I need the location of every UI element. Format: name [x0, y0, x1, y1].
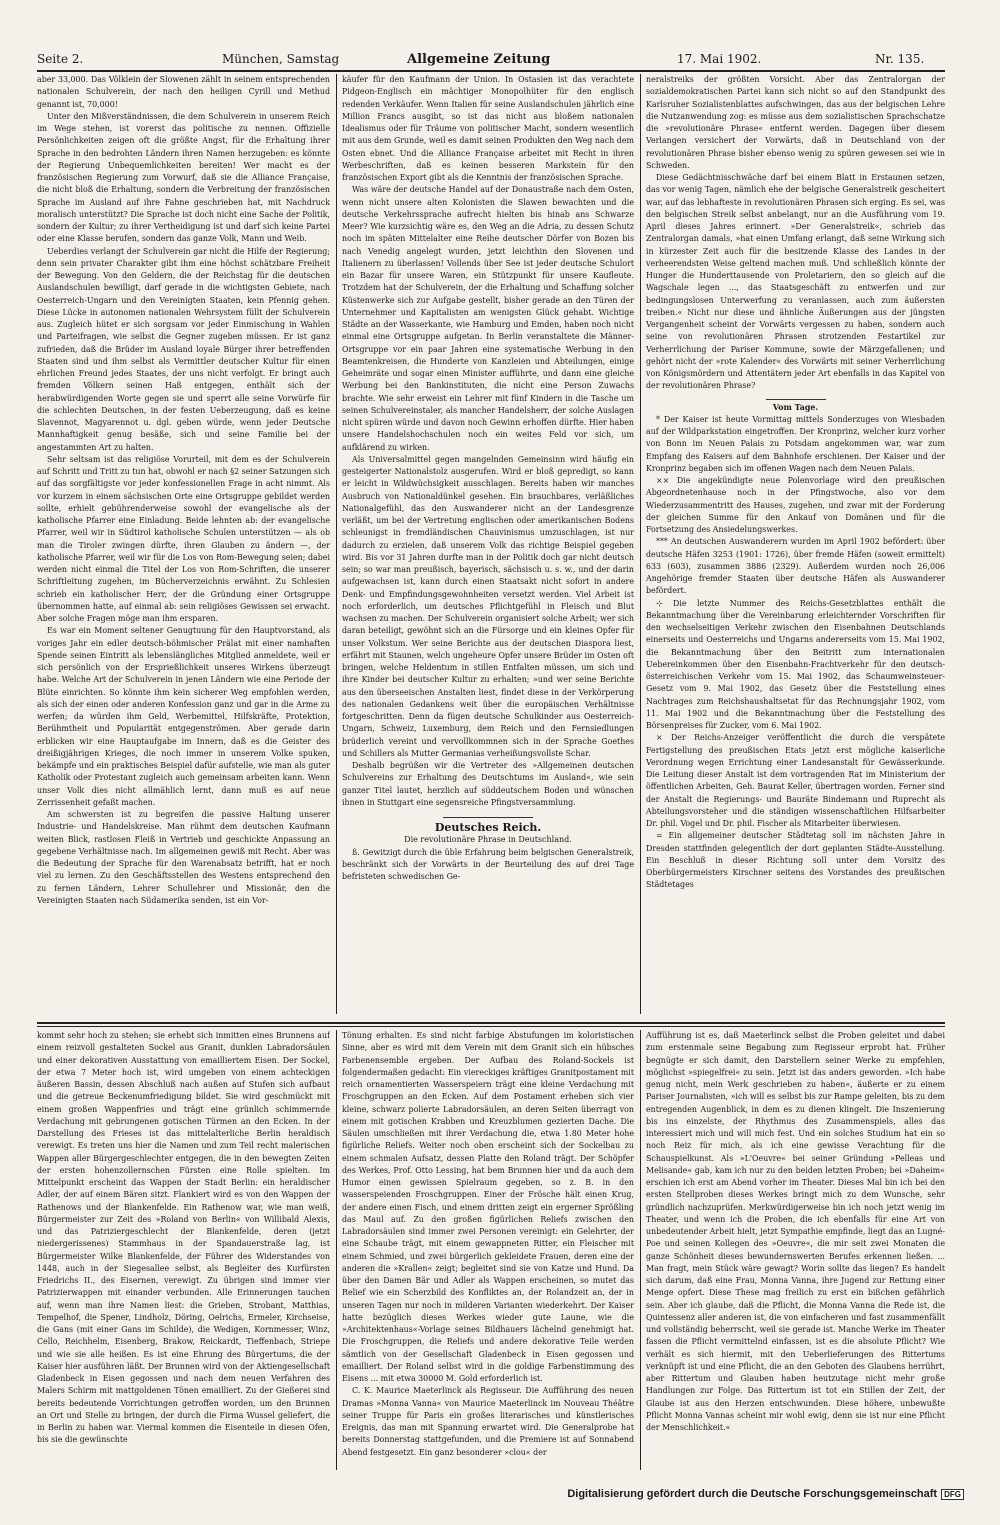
section-subtitle: Die revolutionäre Phrase in Deutschland. [404, 835, 572, 845]
news-item: = Ein allgemeiner deutscher Städtetag soll im nächsten Jahre in Dresden stattfinden gelegentlich der dort geplanten Städte-Ausstellung. Ein Beschluß in dieser Richtung soll unter dem Vorsitz des Oberbürgermeisters Kirschner seitens des Vorstandes des preußischen Städtetages [646, 831, 945, 890]
section-title: Deutsches Reich. [434, 821, 542, 834]
column-divider [336, 74, 337, 1014]
section-heading: Vom Tage. [772, 402, 819, 412]
paragraph: Es war ein Moment seltener Genugtuung für den Hauptvorstand, als voriges Jahr ein edler deutsch-böhmischer Prälat mit einer namhaften Spende seinen Eintritt als lebenslängliches Mitglied anmeldete, weil er sich persönlich von der Ersprießlichkeit unseres Wirkens überzeugt habe. Welche Art der Schulverein in jenen Ländern wie eine Periode der Blüte einrichten. So könnte ihm kein sicherer Weg empfohlen werden, als sich der einen oder anderen Konfession ganz und gar in die Arme zu werfen; da würden ihm Geld, Werbemittel, Hilfskräfte, Protektion, Berühmtheit und Popularität entgegenströmen. Aber gerade darin erblicken wir eine Hauptaufgabe im Innern, daß es die Geister des dreißigjährigen Krieges, die noch immer in unserem Volke spuken, bekämpfe und ein praktisches Beispiel dafür aufstelle, wie man als guter Katholik oder Protestant zugleich auch gemeinsam arbeiten kann. Wenn unser Volk dies nicht allmählich lernt, dann muß es auf neue Zerrissenheit gefaßt machen. [37, 626, 330, 807]
paragraph: C. K. Maurice Maeterlinck als Regisseur. Die Aufführung des neuen Dramas »Monna Vanna« von Maurice Maeterlinck im Nouveau Théâtre seiner Truppe für Paris ein großes literarisches und künstlerisches Ereignis, das man mit Spannung erwartet wird. Die Generalprobe hat bereits Donnerstag stattgefunden, und die Premiere ist auf Sonnabend Abend festgesetzt. Ein ganz besonderer »clou« der [342, 1386, 634, 1457]
header-rule [37, 70, 945, 72]
section-divider [443, 817, 533, 818]
paragraph: aber 33,000. Das Völklein der Slowenen zählt in seinem entsprechenden nationalen Schulverein, der nach den heiligen Cyrill und Methud genannt ist, 70,000! [37, 75, 330, 109]
news-item: * Der Kaiser ist heute Vormittag mittels Sonderzuges von Wiesbaden auf der Wildparkstation eingetroffen. Der Kronprinz, welcher kurz vorher von Bonn im Neuen Palais zu Potsdam angekommen war, war zum Empfang des Kaisers auf dem Bahnhofe erschienen. Der Kaiser und der Kronprinz begaben sich im offenen Wagen nach dem Neuen Palais. [646, 414, 945, 473]
column-divider [640, 74, 641, 1014]
paragraph: Was wäre der deutsche Handel auf der Donaustraße nach dem Osten, wenn nicht unsere alten Kolonisten die Slawen bewachten und die deutsche Verkehrssprache aufrecht hielten bis hinab ans Schwarze Meer? Wie kurzsichtig wäre es, den Weg an die Adria, zu dessen Schutz noch im späten Mittelalter eine Reihe deutscher Dörfer von Bozen bis nach Venedig angelegt wurden, jetzt leichthin den Slovenen und Italienern zu überlassen! Vollends über See ist jeder deutsche Schulort ein Bazar für unsere Waren, ein Stützpunkt für unsere Kaufleute. Trotzdem hat der Schulverein, der die Erhaltung und Schaffung solcher Küstenwerke sich zur Aufgabe gestellt, bisher gerade an den Türen der Unternehmer und Kapitalisten am wenigsten Glück gehabt. Wichtige Städte an der Wasserkante, wie Hamburg und Emden, haben noch nicht einmal eine Ortsgruppe aufgetan. In Berlin veranstaltete die Männer-Ortsgruppe vor ein paar Jahren eine systematische Werbung in den Beamtenkreisen, die Hunderte von Kanzleien und Abteilungen, einige Geheimräte und sogar einen Minister aufführte, und dann eine gleiche Werbung bei den Bankinstituten, die nicht eine Person Zuwachs brachte. Wie sehr erweist ein Lehrer mit fünf Kindern in die Tasche um seinen Schulvereinstaler, als mancher Handelsherr, der solche Auslagen nicht spüren würde und davon noch Gewinn erhoffen dürfte. Hier haben unsere Handelshochschulen noch ein weites Feld vor sich, um aufklärend zu wirken. [342, 185, 634, 452]
paragraph: käufer für den Kaufmann der Union. In Ostasien ist das verachtete Pidgeon-Englisch ein mächtiger Monopolhüter für den englisch redenden Verkäufer. Wenn Italien für seine Auslandschulen jährlich eine Million Francs ausgibt, so ist das nicht aus bloßem nationalen Idealismus oder für Träume von politischer Macht, sondern wesentlich mit aus dem Grunde, weil es damit seinen Produkten den Weg nach dem Osten ebnet. Und die Alliance Française arbeitet mit Recht in ihren Werbeschriften, daß es keinen besseren Markstein für den französischen Export gibt als die Kenntnis der französischen Sprache. [342, 75, 634, 182]
feuilleton-rule-bottom [37, 1026, 945, 1027]
issue-date: 17. Mai 1902. [677, 52, 762, 66]
paragraph: Aufführung ist es, daß Maeterlinck selbst die Proben geleitet und dabei zum erstenmale seine Begabung zum Regisseur erprobt hat. Früher begnügte er sich damit, den Darstellern seiner Werke zu empfehlen, möglichst »spiegelfrei« zu sein. Jetzt ist das anders geworden. »Ich habe genug nicht, mein Werk geschrieben zu haben«, äußerte er zu einem Pariser Journalisten, »ich will es selbst bis zur Rampe geleiten, bis zu dem entregenden Augenblick, in dem es zu dienen klingelt. Die Inszenierung bis ins einzelste, der Rhythmus des Zusammenspiels, alles das interessiert mich und will mich fest. Und ein solches Studium hat ein so noch Reiz für mich, als ich eine gewisse Verachtung für die Schauspielkunst. Als »L'Oeuvre« bei seiner Gründung »Pelleas und Melisande« gab, kam ich nur zu den beiden letzten Proben; bei »Daheim« erschien ich erst am Abend vorher im Theater. Dieses Mal bin ich bei den ersten Stellproben dieses Werkes bringt mich zu dem Wunsche, sehr gründlich nachzuprüfen. Merkwürdigerweise bin ich noch jetzt wenig im Theater, und wenn ich die Proben, die ich ebenfalls für eine Art von unbedeutender Arbeit hielt, jetzt Sympathie empfinde, liegt das an Lugné-Poe und seinen Kollegen des »Oeuvre«, die mir seit zwei Monaten die ganze Schönheit dieses bewundernswerten Berufes erkennen ließen. ... Man fragt, mein Stück wäre gewagt? Worin sollte das liegen? Es handelt sich darum, daß eine Frau, Monna Vanna, ihre Jugend zur Rettung einer Menge opfert. Diese These mag freilich zu erst ein bißchen gefährlich sein. Aber ich glaube, daß die Pflicht, die Monna Vanna die Rede ist, die Quintessenz aller anderen ist, die von einfacheren und fast zusammenfällt und vollständig beherrscht, weil sie gerade ist. Manche Werke im Theater fassen die Pflicht vermittelnd einfassen, ist es die absolute Pflicht? Wie verhält es sich hiermit, mit den Ueberlieferungen des Rittertums verknüpft ist und eine Pflicht, die an den Geboten des Glaubens herrührt, aber Rittertum und Glauben haben heutzutage nicht mehr große Handlungen zur Folge. Das Rittertum ist tot ein Stillen der Zeit, der Glaube ist aus den Herzen entschwunden. Diese höhere, unbewußte Pflicht Monna Vannas scheint mir wohl ewig, denn sie ist nur eine Pflicht der Menschlichkeit.« [646, 1031, 945, 1432]
paragraph: Ueberdies verlangt der Schulverein gar nicht die Hilfe der Regierung; denn sein privater Charakter gibt ihm eine höchst schätzbare Freiheit der Bewegung. Von den Geldern, die der Reichstag für die deutschen Auslandschulen bewilligt, darf gerade in die wichtigsten Gebiete, nach Oesterreich-Ungarn und den Vereinigten Staaten, kein Pfennig gehen. Diese Lücke in autonomen nationalen Wehrsystem füllt der Schulverein aus. Zugleich hütet er sich sorgsam vor jeder Einmischung in Wahlen und Parteifragen, wie selbst die Gegner zugeben müssen. Er ist ganz zufrieden, daß die Brüder im Ausland loyale Bürger ihrer betreffenden Staaten sind und ihm selbst als Vermittler deutscher Kultur für einen ehrlichen Freund jedes Staates, der uns nicht verfolgt. Er bringt auch fremden Völkern seinen Haß entgegen, enthält sich der herabwürdigenden Worte gegen sie und sperrt alle seine Vorwürfe für die schlechten Deutschen, in der festen Ueberzeugung, daß es keine Slavennot, Magyarennot u. dgl. geben würde, wenn jeder Deutsche Mannhaftigkeit genug besäße, sich und seine Familie bei der angestammten Art zu halten. [37, 246, 330, 452]
news-item: ⊹ Die letzte Nummer des Reichs-Gesetzblattes enthält die Bekanntmachung über die Vereinbarung erleichternder Vorschriften für den wechselseitigen Verkehr zwischen den Eisenbahnen Deutschlands einerseits und Oesterreichs und Ungarns andererseits vom 15. Mai 1902, die Bekanntmachung über den Beitritt zum internationalen Uebereinkommen über den Eisenbahn-Frachtverkehr für den deutsch-österreichischen Verkehr vom 15. Mai 1902, das Schaumweinsteuer-Gesetz vom 9. Mai 1902, das Gesetz über die Feststellung eines Nachtrages zum Reichshaushaltsetat für das Rechnungsjahr 1902, vom 11. Mai 1902 und die Bekanntmachung über die Feststellung des Börsenpreises für Zucker, vom 6. Mai 1902. [646, 598, 945, 730]
paragraph: ß. Gewitzigt durch die üble Erfahrung beim belgischen Generalstreik, beschränkt sich der Vorwärts in der Beurteilung des auf drei Tage befristeten schwedischen Ge- [342, 847, 634, 881]
lower-column-2 [342, 1030, 634, 1472]
paragraph: Deshalb begrüßen wir die Vertreter des »Allgemeinen deutschen Schulvereins zur Erhaltung des Deutschtums im Ausland«, wie sein ganzer Titel lautet, herzlich auf süddeutschem Boden und wünschen ihnen in Stuttgart eine segensreiche Pfingstversammlung. [342, 761, 634, 807]
paragraph: Unter den Mißverständnissen, die dem Schulverein in unserem Reich im Wege stehen, ist vorerst das politische zu nennen. Offizielle Persönlichkeiten zeigen oft die größte Angst, für die Erhaltung ihrer Sprache in den bedrohten Ländern ihren Namen herzugeben: es könnte der Regierung Unbequemlichkeiten bereiten! Wer macht es der französischen Regierung zum Vorwurf, daß sie die Alliance Française, die nicht bloß die Erhaltung, sondern die Verbreitung der französischen Sprache im Ausland auf ihre Fahne geschrieben hat, mit Nachdruck moralisch unterstützt? Die Sprache ist doch nicht eine Sache der Politik, sondern der Kultur; zu ihrer Vertheidigung ist und darf sich keine Partei oder eine Klasse berufen, sondern das ganze Volk, Mann und Weib. [37, 111, 330, 244]
column-divider [336, 1030, 337, 1470]
paragraph: Am schwersten ist zu begreifen die passive Haltung unserer Industrie- und Handelskreise. Man rühmt dem deutschen Kaufmann weiten Blick, rastlosen Fleiß in Vertrieb und geschickte Anpassung an gegebene Verhältnisse nach. Im allgemeinen gewiß mit Recht. Aber was die Bedeutung der Sprache für den Warenabsatz betrifft, hat er noch viel zu lernen. Zu den Geschäftsstellen des Westens entsprechend den zu fernen Ländern, Lehrer Schullehrer und Missionär, den die Vereinigten Staaten nach Südamerika senden, ist ein Vor- [37, 810, 330, 905]
lower-column-1 [37, 1030, 330, 1472]
place-day: München, Samstag [222, 52, 340, 66]
masthead: Allgemeine Zeitung [407, 52, 551, 67]
dfg-logo-icon: DFG [941, 1489, 964, 1500]
paragraph: Sehr seltsam ist das religiöse Vorurteil, mit dem es der Schulverein auf Schritt und Tritt zu tun hat, obwohl er nach §2 seiner Satzungen sich auf das sorgfältigste vor jeder konfessionellen Frage in acht nimmt. Als vor kurzem in einem sächsischen Orte eine Ortsgruppe gebildet werden sollte, erhielt gebührenderweise sowohl der evangelische als der katholische Pfarrer eine Einladung. Beide lehnten ab: der evangelische Pfarrer, weil wir in Südtirol katholische Schulen unterstützen — als ob man die Tiroler zwingen dürfte, ihren Glauben zu ändern —, der katholische Pfarrer, weil wir für die Los von Rom-Bewegung seien; dabei werden nicht einmal die Titel der Los von Rom-Schriften, die unserer Schriftleitung zugehen, im Bücherverzeichnis erwähnt. Zu Schlesien schrieb ein katholischer Herr, der die Gründung einer Ortsgruppe übernommen hatte, auf einmal ab: sein religiöses Gewissen sei erwacht. Aber solche Fragen möge man ihm ersparen. [37, 454, 330, 623]
paragraph: neralstreiks der größten Vorsicht. Aber das Zentralorgan der sozialdemokratischen Partei kann sich nicht so auf den Standpunkt des Karlsruher Sozialistenblattes aufschwingen, das aus der belgischen Lehre die Nutzanwendung zog: es müsse aus dem sozialistischen Sprachschatze die »revolutionäre Phrase« entfernt werden. Dagegen über diesem Verlangen versichert der Vorwärts, daß in Deutschland von der revolutionären Phrase bisher ebenso wenig zu spüren gewesen sei wie in Schweden. [646, 75, 945, 170]
page-number: Seite 2. [37, 52, 84, 66]
paragraph: Tönung erhalten. Es sind nicht farbige Abstufungen im koloristischen Sinne, aber es wird mit dem Verein mit dem Granit sich ein hübsches Farbenensemble ergeben. Der Aufbau des Roland-Sockels ist folgendermaßen gedacht: Ein viereckiges kräftiges Granitpostament mit reich ornamentierten Wasserspeiern trägt eine kleine Verdachung mit Froschgruppen an den Ecken. Auf dem Postament erheben sich vier kleine, schwarz polierte Labradorsäulen, an deren Seiten überragt von einem mit gotischen Krabben und Kreuzblumen gezierten Dache. Die Säulen umschließen mit ihrer Verdachung die, etwa 1.80 Meter hohe figürliche Reliefs. Weiter noch oben erscheint sich der Sockelbau zu einem schmalen Aufsatz, dessen Platte den Roland trägt. Der Schöpfer des Werkes, Prof. Otto Lessing, hat bem Brunnen hier und da auch dem Humor einen gewissen Spielraum gegeben, so z. B. in den wasserspeienden Froschgruppen. Einer der Frösche hält einen Krug, der andere einen Fisch, und einem dritten zeigt ein ergerner Sprößling das Maul auf. Zu den großen figürlichen Reliefs zwischen den Labradorsäulen sind immer zwei Personen vereinigt: ein Gelehrter, der eine Schaube trägt, mit einem gewappneten Ritter, ein Fleischer mit einem Schmied, und zwei bürgerlich gekleidete Frauen, deren eine der anderen die »Krallen« zeigt; begleitet sind sie von Katze und Hund. Da über den Damen Bär und Adler als Wappen erscheinen, so mutet das Relief wie ein Scherzbild des Konfliktes an, der Rolandzeit an, der in unseren Tagen nur noch in milderen Varianten wiederkehrt. Der Kaiser hatte bezüglich dieses Werkes wieder gute Laune, wie die »Architektenhaus«-Vorlage seines Bildhauers lächelnd genehmigt hat. Die Froschgruppen, die Reliefs und andere dekorative Teile werden sämtlich von der Gesellschaft Gladenbeck in Eisen gegossen und emailliert. Der Roland selbst wird in die goldige Farbenstimmung des Eisens ... mit etwa 30000 M. Gold erforderlich ist. [342, 1031, 634, 1383]
news-item: ⨯⨯ Die angekündigte neue Polenvorlage wird den preußischen Abgeordnetenhause noch in der Pfingstwoche, also vor dem Wiederzusammentritt des Hauses, zugehen, und zwar mit der Forderung der gleichen Summe für den Ankauf von Domänen und für die Fortsetzung des Ansiedelungswerkes. [646, 476, 945, 534]
news-item: ⨯ Der Reichs-Anzeiger veröffentlicht die durch die verspätete Fertigstellung des preußischen Etats jetzt erst mögliche kaiserliche Verordnung wegen Errichtung einer Landesanstalt für Gewässerkunde. Die Leitung dieser Anstalt ist dem vortragenden Rat im Ministerium der öffentlichen Arbeiten, Geh. Baurat Keller, übertragen worden. Ferner sind der Anstalt die Regierungs- und Bauräte Bindemann und Ruprecht als Abteilungsvorsteher und die ständigen wissenschaftlichen Hilfsarbeiter Dr. phil. Vogel und Dr. phil. Fischer als Mitarbeiter überwiesen. [646, 733, 945, 828]
lower-column-3 [646, 1030, 945, 1472]
upper-column-3 [646, 74, 945, 1016]
footer-text: Digitalisierung gefördert durch die Deutsche Forschungsgemeinschaft [567, 1488, 938, 1500]
upper-column-2 [342, 74, 634, 1016]
feuilleton-rule-top [37, 1022, 945, 1024]
issue-number: Nr. 135. [875, 52, 925, 66]
paragraph: Als Universalmittel gegen mangelnden Gemeinsinn wird häufig ein gesteigerter Nationalstolz ausgerufen. Wird er bloß gepredigt, so kann er leicht in Wildwüchsigkeit ausschlagen. Bereits haben wir manches Ausbruch von Nationaldünkel gesehen. Ein brauchbares, verläßliches Nationalgefühl, das den Auswanderer nicht an der Landesgrenze verläßt, um bei der Vertretung englischen oder amerikanischen Bodens schleunigst in fremdländischen Chauvinismus umzuschlagen, ist nur dadurch zu erzielen, daß unserem Volk das richtige Beispiel gegeben wird. Bis vor 31 Jahren durfte man in der Politik doch gar nicht deutsch sein; so war man preußisch, bayerisch, sächsisch u. s. w., und der darin aufgewachsen ist, kann durch einen Staatsakt nicht sofort in andere Denk- und Empfindungsgewohnheiten versetzt werden. Viel Arbeit ist noch erforderlich, um deutsches Pflichtgefühl in Fleisch und Blut wachsen zu machen. Der Schulverein organisiert solche Arbeit; wer sich daran beteiligt, gewöhnt sich an die Fürsorge und ein kleines Opfer für unser Volkstum. Wer seine Berichte aus der deutschen Diaspora liest, erfährt mit Staunen, welch ungeheure Opfer unsere Brüder im Osten oft bringen, welche Heldentum in stillen Entfalten müssen, um sich und ihre Kinder bei deutscher Kultur zu erhalten; »und wer seine Berichte aus den überseeischen Anstalten liest, findet diese in der Verkörperung des nationalen Gedankens weit über die europäischen Verhältnisse fortgeschritten. Denn da fügen deutsche Schulkinder aus Oesterreich-Ungarn, Schweiz, Luxemburg, dem Reich und den Fernsiedlungen brüderlich vereint und vervollkommnen sich in der Sprache Goethes und Schillers als Mutter Germanias verheißungsvollste Schar. [342, 454, 634, 758]
section-divider [766, 399, 826, 400]
news-item: *** An deutschen Auswanderern wurden im April 1902 befördert: über deutsche Häfen 3253 (1901: 1726), über fremde Häfen (soweit ermittelt) 633 (603), zusammen 3886 (2329). Außerdem wurden noch 26,006 Angehörige fremder Staaten über deutsche Häfen als Auswanderer befördert. [646, 537, 945, 596]
column-divider [640, 1030, 641, 1470]
page-header [37, 52, 937, 70]
digitization-footer [567, 1488, 964, 1500]
paragraph: kommt sehr hoch zu stehen; sie erhebt sich inmitten eines Brunnens auf einem reizvoll gestalteten Sockel aus Granit, dunklen Labradorsäulen und einer dekorativen Ausstattung von emailliertem Eisen. Der Sockel, der etwa 7 Meter hoch ist, wird umgeben von einem achteckigen äußeren Bassin, dessen Abschluß nach außen auf Stufen sich aufbaut und die getreue Beckenumfriedigung bildet. Sie wird geschmückt mit einem großen Wappenfries und trägt eine grünlich schimmernde Verdachung mit gebrungenen gotischen Türmen an den Ecken. In der Darstellung des Frieses ist das mittelalterliche Berlin heraldisch verewigt. Es treten uns hier die Namen und zum Teil recht malerischen Wappen aller Bürgergeschlechter entgegen, die in den bewegten Zeiten der ersten hohenzollernschen Fürsten eine Rolle spielten. Im Mittelpunkt erscheint das Wappen der Stadt Berlin: ein heraldischer Adler, der auf einem Bären sitzt. Flankiert wird es von den Wappen der Rathenows und der Blankenfelde. Ein Rathenow war, wie man weiß, Bürgermeister zur Zeit des »Roland von Berlin« von Willibald Alexis, und das Patriziergeschlecht der Blankenfelde, deren (jetzt niedergerissenes) Stammhaus in der Spandauerstraße lag, ist Bürgermeister Wilke Blankenfelde, der Führer des Widerstandes von 1448, auch in der Siegesallee selbst, als Begleiter des Kurfürsten Friedrichs II., des Eisernen, verewigt. Zu übrigen sind immer vier Patrizierwappen mit einander verbunden. Alle Erinnerungen tauchen auf, wenn man ihre Namen liest: die Grieben, Strobant, Matthias, Tempelhof, die Spener, Lindholz, Döring, Oelrichs, Ermeler, Kirchseise, die Gans (mit einer Gans im Schilde), die Wedigen, Kornmesser, Winz, Cello, Reichhelm, Eisenberg, Brakow, Reickardt, Tieffenbach, Striepe und wie sie alle heißen. Es ist eine Ehrung des Bürgertums, die der Kaiser hier ausführen läßt. Der Brunnen wird von der Aktiengesellschaft Gladenbeck in Eisen gegossen und nach dem neuen Verfahren des Malers Schirm mit mattgoldenen Tönen emailliert. Zu der Gießerei sind bereits bedeutende Vorrichtungen getroffen worden, um den Brunnen an Ort und Stelle zu bringen, der durch die Firma Wussel geliefert, die in Berlin zu haben war. Viermal kommen die Eisenteile in diesen Ofen, bis sie die gewünschte [37, 1031, 330, 1445]
paragraph: Diese Gedächtnisschwäche darf bei einem Blatt in Erstaunen setzen, das vor wenig Tagen, nämlich ehe der belgische Generalstreik gescheitert war, auf das lebhafteste in revolutionären Phrasen sich erging. Es sei, was den belgischen Streik selbst anbelangt, nur an die Ausführung vom 19. April dieses Jahres erinnert. »Der Generalstreik«, schrieb das Zentralorgan damals, »hat einen Umfang erlangt, daß seine Wirkung sich in kürzester Zeit auch für die besitzende Klasse des Landes in der verheerendsten Weise geltend machen muß. Und schließlich könnte der Hunger die Hunderttausende von Proletariern, den so gleich auf die Wagschale legen ..., das Staatsgeschäft zu entwerfen und zur bedingungslosen Unterwerfung zu veranlassen, auch zum äußersten treiben.« Nicht nur diese und ähnliche Äußerungen aus der jüngsten Vergangenheit scheint der Vorwärts vergessen zu haben, sondern auch seine von revolutionären Phrasen strotzenden Festartikel zur Verherrlichung der Pariser Kommune, sowie der Märzgefallenen; und gehört nicht der »rote Kalender« des Vorwärts mit seiner Verherrlichung von Königsmördern und Attentätern jeder Art ebenfalls in das Kapitel von der revolutionären Phrase? [646, 173, 945, 391]
upper-column-1 [37, 74, 330, 1016]
